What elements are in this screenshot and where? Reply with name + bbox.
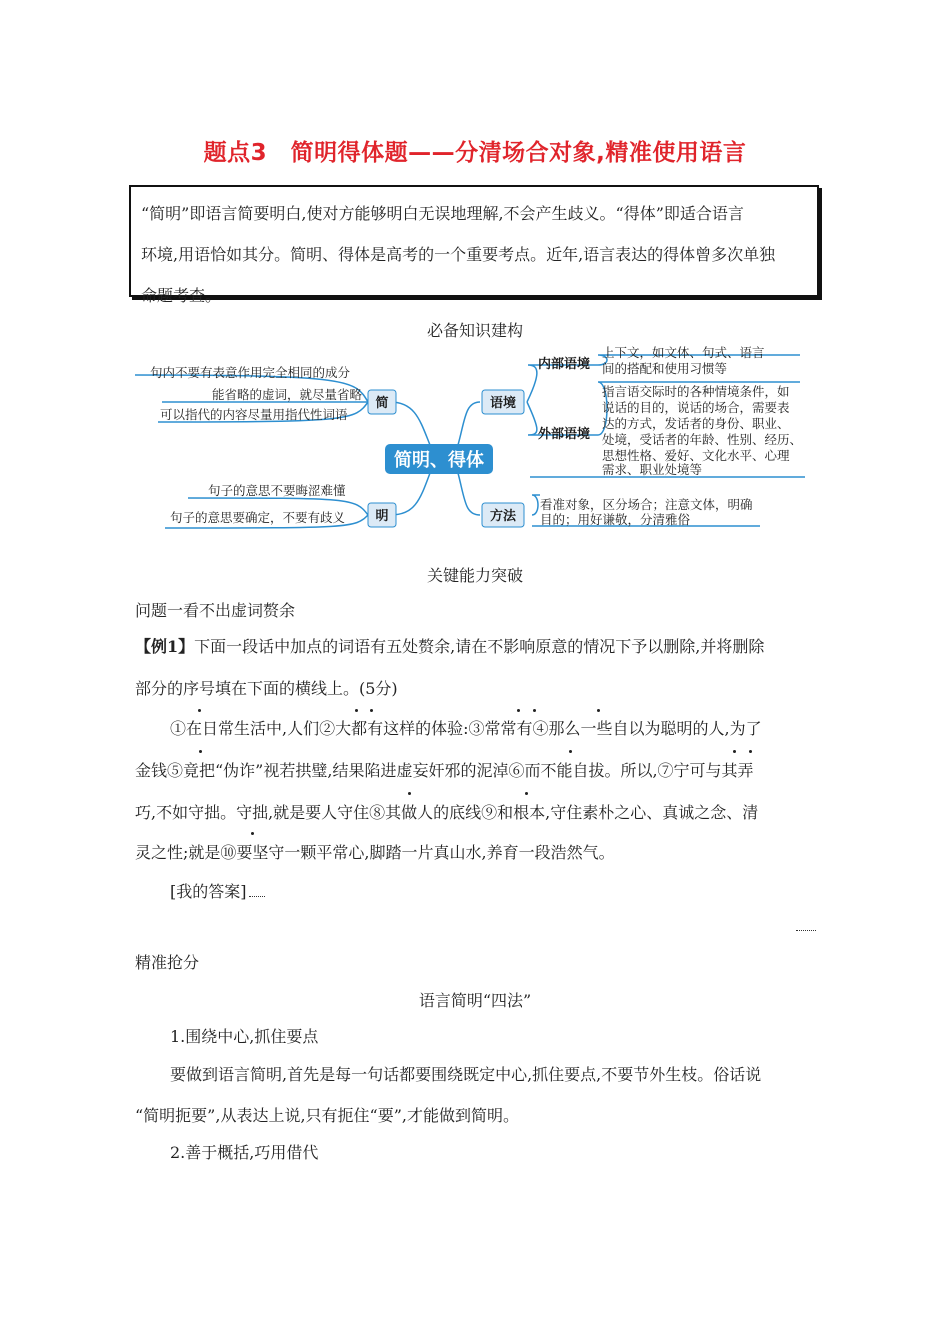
answer-blank-end[interactable] [796,930,816,931]
emphasis-dot [517,709,520,712]
inner-line-2: 间的搭配和使用习惯等 [602,361,728,376]
emphasis-dot [355,709,358,712]
page-title: 题点3 简明得体题——分清场合对象,精准使用语言 [203,140,747,166]
method-line-1: 看准对象，区分场合；注意文体，明确 [540,497,753,512]
method-line-2: 目的；用好谦敬，分清雅俗 [540,512,691,527]
emphasis-dot [370,709,373,712]
ming-item-2: 句子的意思要确定，不要有歧义 [170,510,346,525]
emphasis-dot [525,792,528,795]
emphasis-dot [199,750,202,753]
passage-line-4: 灵之性;就是⑩要坚守一颗平常心,脚踏一片真山水,养育一段浩然气。 [135,843,615,862]
mind-map [120,340,820,540]
emphasis-dot [198,709,201,712]
intro-line-3: 命题考查。 [141,286,222,305]
my-answer [170,879,265,902]
section-heading-knowledge: 必备知识建构 [426,321,523,340]
emphasis-dot [408,792,411,795]
node-jian-label: 简 [375,396,389,411]
ming-item-1: 句子的意思不要晦涩难懂 [208,483,346,498]
point-1-line-1: 要做到语言简明,首先是每一句话都要围绕既定中心,抓住要点,不要节外生枝。俗话说 [170,1065,762,1084]
passage-line-2: 金钱⑤竟把“伪诈”视若拱璧,结果陷进虚妄奸邪的泥淖⑥而不能自拔。所以,⑦宁可与其弄 [135,761,754,780]
intro-line-1: “简明”即语言简要明白,使对方能够明白无误地理解,不会产生歧义。“得体”即适合语言 [141,204,744,223]
emphasis-dot [597,709,600,712]
emphasis-dot [749,750,752,753]
intro-box [129,185,819,305]
precise-heading: 精准抢分 [135,953,200,972]
passage-line-3: 巧,不如守拙。守拙,就是要人守住⑧其做人的底线⑨和根本,守住素朴之心、真诚之念、清 [135,803,759,822]
node-center-label: 简明、得体 [394,450,484,471]
section-heading-ability: 关键能力突破 [426,566,523,585]
inner-context-label: 内部语境 [538,357,591,372]
my-answer-label: [我的答案] [170,882,247,901]
example-instruction: 下面一段话中加点的词语有五处赘余,请在不影响原意的情况下予以删除,并将删除 [194,637,765,656]
emphasis-dot [533,709,536,712]
jian-item-3: 可以指代的内容尽量用指代性词语 [160,407,348,422]
node-ming-label: 明 [375,509,389,524]
point-1-title: 1.围绕中心,抓住要点 [170,1027,319,1046]
point-1-line-2: “简明扼要”,从表达上说,只有扼住“要”,才能做到简明。 [135,1106,519,1125]
node-yujing-label: 语境 [489,396,517,411]
jian-item-2: 能省略的虚词，就尽量省略 [212,387,363,402]
outer-line-4: 处境，受话者的年龄、性别、经历、 [602,432,803,447]
point-2-title: 2.善于概括,巧用借代 [170,1143,319,1162]
method-title: 语言简明“四法” [418,991,532,1010]
outer-line-5: 思想性格、爱好、文化水平、心理 [602,448,790,463]
outer-line-2: 说话的目的，说话的场合，需要表 [602,400,790,415]
outer-line-1: 指言语交际时的各种情境条件，如 [602,384,790,399]
example-line-1 [135,634,764,657]
inner-line-1: 上下文，如文体、句式、语言 [602,345,765,360]
emphasis-dot [569,750,572,753]
emphasis-dot [251,832,254,835]
outer-line-6: 需求、职业处境等 [602,462,703,477]
emphasis-dot [733,750,736,753]
example-line-2: 部分的序号填在下面的横线上。(5分) [135,679,398,698]
outer-context-label: 外部语境 [538,427,591,442]
node-fangfa-label: 方法 [489,509,517,524]
problem-heading: 问题一看不出虚词赘余 [135,601,296,620]
answer-blank[interactable] [249,896,265,897]
outer-line-3: 达的方式，发话者的身份、职业、 [602,416,790,431]
passage-line-1: ①在日常生活中,人们②大都有这样的体验:③常常有④那么一些自以为聪明的人,为了 [170,719,762,738]
example-tag: 【例1】 [135,637,195,656]
intro-line-2: 环境,用语恰如其分。简明、得体是高考的一个重要考点。近年,语言表达的得体曾多次单独 [141,245,776,264]
jian-item-1: 句内不要有表意作用完全相同的成分 [150,365,351,380]
